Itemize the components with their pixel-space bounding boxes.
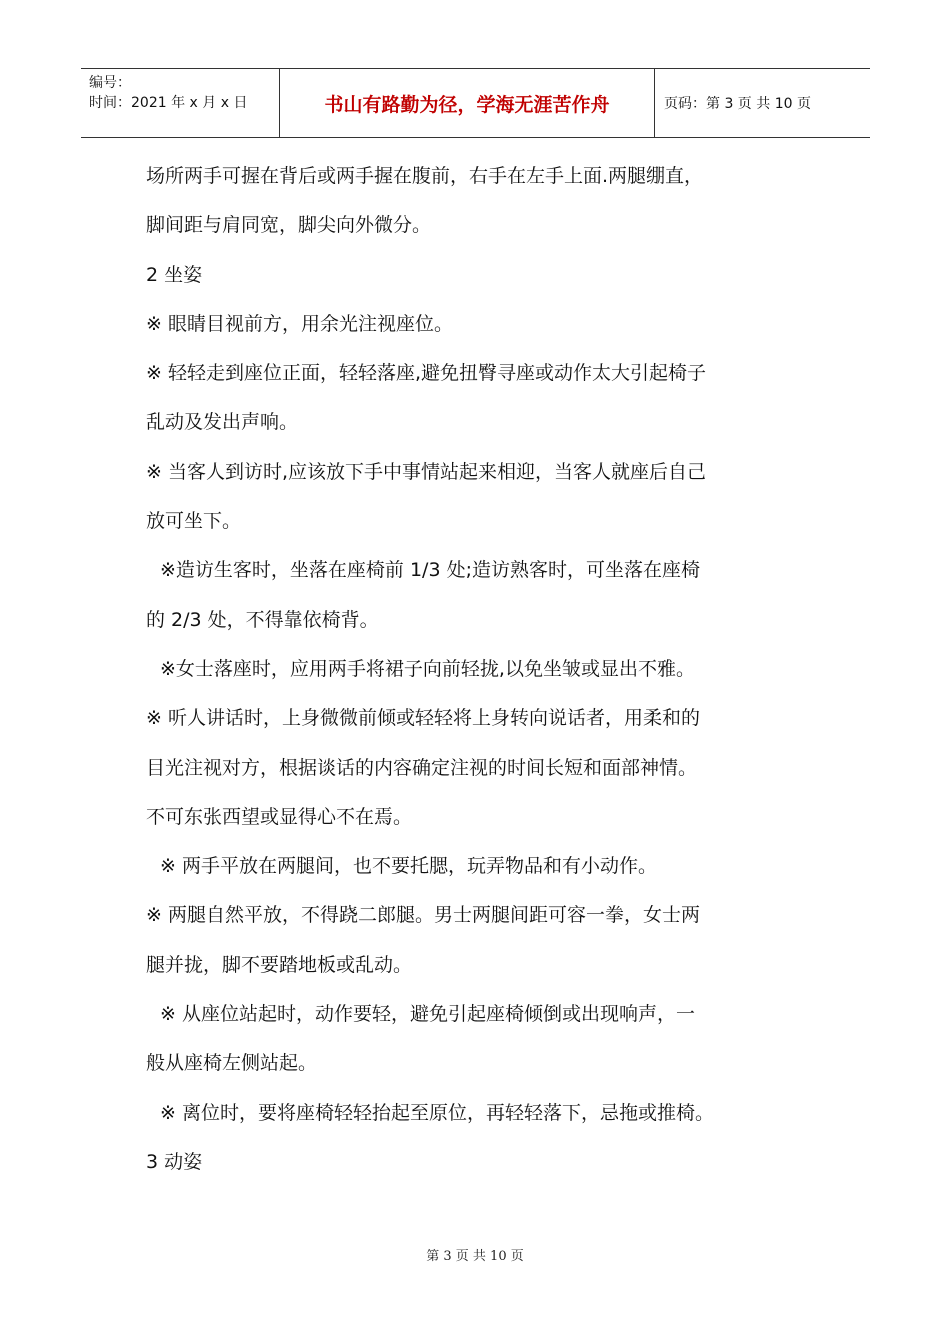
header-meta [81, 69, 280, 137]
page-header [81, 68, 870, 138]
document-number-label: 编号： [89, 75, 131, 91]
body-line: ※ 眼睛目视前方，用余光注视座位。 [146, 312, 453, 335]
header-page-info: 页码：第 3 页 共 10 页 [664, 96, 811, 112]
body-line: 目光注视对方，根据谈话的内容确定注视的时间长短和面部神情。 [146, 756, 698, 779]
section-heading: 3 动姿 [146, 1150, 203, 1173]
body-line: 腿并拢，脚不要踏地板或乱动。 [146, 953, 413, 976]
page-footer: 第 3 页 共 10 页 [426, 1249, 524, 1264]
body-line: 放可坐下。 [146, 510, 242, 533]
body-line: ※ 听人讲话时，上身微微前倾或轻轻将上身转向说话者，用柔和的 [146, 707, 700, 730]
body-line: ※ 离位时，要将座椅轻轻抬起至原位，再轻轻落下，忌拖或推椅。 [160, 1101, 714, 1124]
body-line: 般从座椅左侧站起。 [146, 1052, 318, 1075]
document-time-label: 时间：2021 年 x 月 x 日 [89, 95, 248, 111]
body-line: ※ 两腿自然平放，不得跷二郎腿。男士两腿间距可容一拳，女士两 [146, 904, 700, 927]
body-line: ※女士落座时，应用两手将裙子向前轻拢,以免坐皱或显出不雅。 [160, 657, 695, 680]
section-heading: 2 坐姿 [146, 263, 203, 286]
body-line: 场所两手可握在背后或两手握在腹前，右手在左手上面.两腿绷直， [146, 165, 704, 187]
body-line: 乱动及发出声响。 [146, 411, 299, 434]
body-line: ※ 轻轻走到座位正面，轻轻落座,避免扭臀寻座或动作太大引起椅子 [146, 362, 707, 385]
body-line: 不可东张西望或显得心不在焉。 [146, 805, 413, 828]
header-motto: 书山有路勤为径，学海无涯苦作舟 [280, 69, 655, 137]
body-line: ※ 当客人到访时,应该放下手中事情站起来相迎，当客人就座后自己 [146, 460, 707, 483]
body-line: ※ 从座位站起时，动作要轻，避免引起座椅倾倒或出现响声，一 [160, 1003, 695, 1026]
body-line: ※造访生客时，坐落在座椅前 1/3 处;造访熟客时，可坐落在座椅 [160, 559, 700, 582]
document-body [146, 152, 816, 1187]
body-line: 的 2/3 处，不得靠依椅背。 [146, 608, 379, 631]
body-line: 脚间距与肩同宽，脚尖向外微分。 [146, 214, 432, 237]
body-line: ※ 两手平放在两腿间，也不要托腮，玩弄物品和有小动作。 [160, 855, 657, 878]
